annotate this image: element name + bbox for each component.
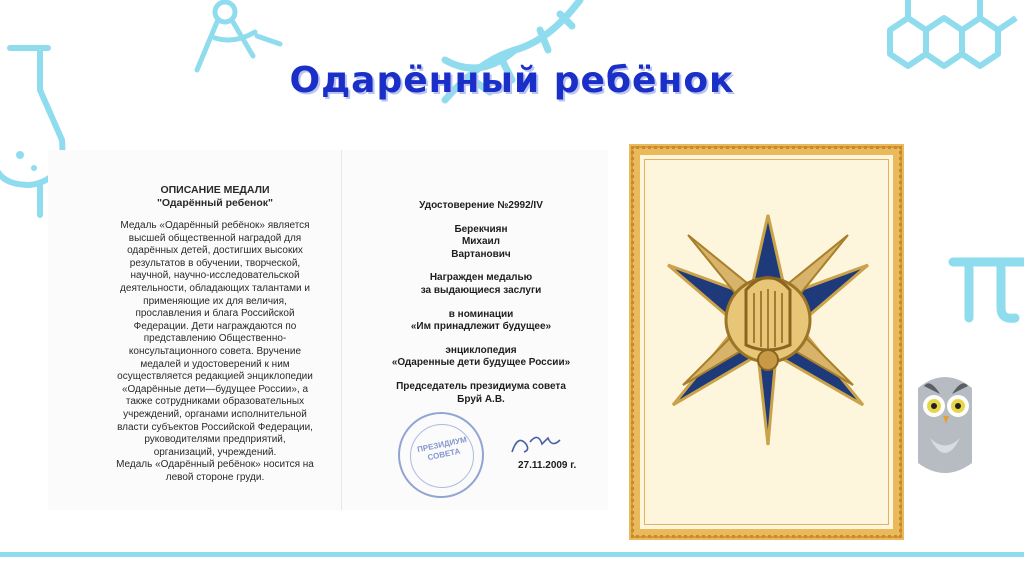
description-line: «Одарённые дети—будущее России», а xyxy=(121,383,309,395)
description-subheading: "Одарённый ребенок" xyxy=(156,197,274,209)
bottom-divider xyxy=(0,552,1024,557)
certificate-number: Удостоверение №2992/IV xyxy=(419,200,543,211)
fold-line xyxy=(341,150,342,510)
description-line: деятельности, обладающих талантами и xyxy=(120,282,310,294)
stamp-text: ПРЕЗИДИУМ СОВЕТА xyxy=(416,434,468,463)
medal-star-icon xyxy=(658,205,878,455)
pi-symbol-icon xyxy=(945,248,1024,328)
chairman-line: Председатель президиума совета xyxy=(396,380,566,392)
recipient-patronymic: Вартанович xyxy=(451,248,511,260)
official-stamp xyxy=(398,412,484,498)
description-line: медалей и удостоверений к ним xyxy=(140,358,290,370)
slide-title: Одарённый ребёнок xyxy=(289,60,735,101)
nomination-line: в номинации xyxy=(448,308,514,320)
description-line: организаций, учреждений. xyxy=(153,446,277,458)
description-line: Медаль «Одарённый ребёнок» является xyxy=(120,220,310,231)
description-heading: ОПИСАНИЕ МЕДАЛИ xyxy=(160,184,270,196)
awarded-line: Награжден медалью xyxy=(429,272,533,284)
chairman-name: Бруй А.В. xyxy=(457,393,505,405)
description-line: осуществляется редакцией энциклопедии xyxy=(117,371,313,383)
encyclopedia-line: энциклопедия xyxy=(445,344,517,356)
signature xyxy=(508,430,568,458)
description-line: левой стороне груди. xyxy=(165,471,265,483)
medal-frame xyxy=(629,144,904,540)
description-line: представлению Общественно- xyxy=(143,333,287,345)
description-line: высшей общественной наградой для xyxy=(128,232,302,244)
description-line: научной, научно-исследовательской xyxy=(130,270,300,282)
awarded-line: за выдающиеся заслуги xyxy=(420,284,542,296)
description-body xyxy=(100,220,330,484)
issue-date: 27.11.2009 г. xyxy=(518,460,577,471)
description-line: руководителями предприятий, xyxy=(144,434,286,446)
nomination-line: «Им принадлежит будущее» xyxy=(410,321,552,333)
description-line: одарённых детей, достигших высоких xyxy=(127,245,303,257)
description-line: власти субъектов Российской Федерации, xyxy=(117,421,313,433)
description-line: также сотрудниками образовательных xyxy=(125,396,305,408)
encyclopedia-line: «Одаренные дети будущее России» xyxy=(391,357,571,369)
description-line: Федерации. Дети награждаются по xyxy=(133,320,297,332)
description-line: результатов в обучении, творческой, xyxy=(129,257,301,269)
description-line: учреждений, органами исполнительной xyxy=(123,408,307,420)
certificate-document xyxy=(48,150,608,510)
description-line: применяющие их для величия, xyxy=(143,295,287,307)
description-line: консультационного совета. Вручение xyxy=(128,345,302,357)
recipient-name: Михаил xyxy=(461,236,501,248)
medal-description xyxy=(100,184,330,484)
owl-icon xyxy=(910,368,980,488)
recipient-surname: Берекчиян xyxy=(454,223,508,235)
description-line: прославления и блага Российской xyxy=(135,308,295,320)
award-details xyxy=(366,200,596,406)
description-line: Медаль «Одарённый ребёнок» носится на xyxy=(116,459,314,471)
